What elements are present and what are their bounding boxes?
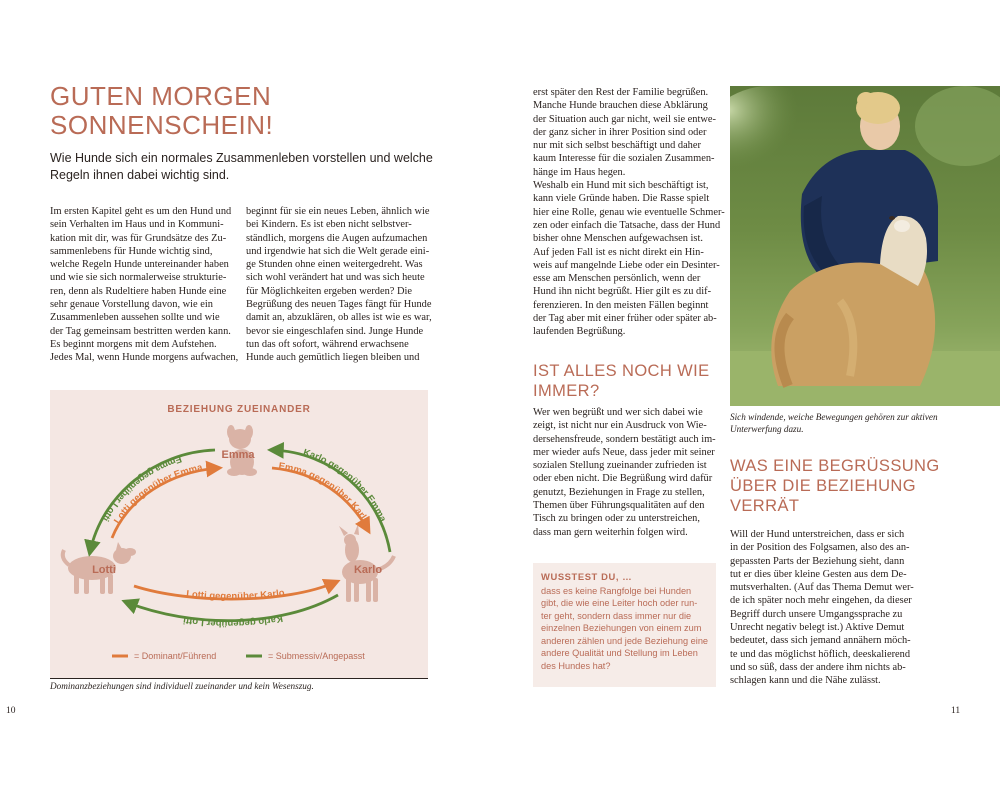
diagram-caption: Dominanzbeziehungen sind individuell zueinander und kein Wesenszug. xyxy=(50,681,314,691)
text-line: kaum Interesse für die sozialen Zusammen- xyxy=(533,153,715,165)
text-line: sehr genaue Vorstellung davon, wie ein xyxy=(50,299,213,311)
text-line: Unrecht negativ belegt ist.) Aktive Demut xyxy=(730,622,905,634)
text-line: sich wohl verändert hat und was sich heute xyxy=(246,272,425,284)
body-column-2 xyxy=(246,205,431,365)
heading-ist-alles xyxy=(533,361,718,401)
text-line: tun das oft sofort, während erwachsene xyxy=(246,338,409,350)
text-line: mutsverhalten. (Auf das Thema Demut wer- xyxy=(730,582,914,594)
heading-line: IMMER? xyxy=(533,382,600,400)
body-column-3 xyxy=(533,86,725,339)
info-box xyxy=(533,563,716,687)
label-karlo-lotti: Karlo gegenüber Lotti xyxy=(182,612,284,629)
text-line: erst später den Rest der Familie begrüßen. xyxy=(533,87,709,98)
diagram-title: BEZIEHUNG ZUEINANDER xyxy=(167,404,311,415)
page-number-left: 10 xyxy=(6,706,16,716)
text-line: Tisch zu bringen oder zu unterstreichen, xyxy=(533,513,700,525)
info-box-title: WUSSTEST DU, … xyxy=(541,571,633,582)
text-line: sein Verhalten im Haus und in Kommuni- xyxy=(50,219,224,231)
text-line: ge Stunden ohne einen weitergedreht. Was xyxy=(246,259,423,271)
text-line: beginnt für sie ein neues Leben, ähnlich wie xyxy=(246,206,430,217)
text-line: Begrüßung des neuen Tages fängt für Hunde xyxy=(246,299,432,311)
text-line: bevor sie eingeschlafen sind. Junge Hunde xyxy=(246,325,424,337)
chapter-title-line: GUTEN MORGEN xyxy=(50,81,272,111)
text-line: dass man gern weiterhin folgen wird. xyxy=(533,526,688,538)
text-line: sammenlebens für Hunde wichtig sind, xyxy=(50,245,213,257)
caption-rule xyxy=(50,678,428,679)
info-box-line: ter geht, sondern dass immer nur die xyxy=(541,611,692,621)
dog-emma-label: Emma xyxy=(221,449,255,461)
diagram-svg xyxy=(50,390,428,678)
body-column-4 xyxy=(730,528,930,688)
text-line: ständlich, morgens die Augen aufzumachen xyxy=(246,232,428,244)
body-column-1 xyxy=(50,205,239,365)
text-line: hier eine Rolle, genau wie eventuelle Schmer- xyxy=(533,206,725,218)
relationship-diagram xyxy=(50,390,428,678)
subtitle-line: Regeln ihnen dabei wichtig sind. xyxy=(50,168,230,182)
info-box-line: dass es keine Rangfolge bei Hunden xyxy=(541,586,692,596)
photo-caption-line: Unterwerfung dazu. xyxy=(730,424,804,434)
text-line: damit an, abzuklären, ob alles ist wie es war, xyxy=(246,312,432,324)
text-line: bisher ohne Menschen aufgewachsen ist. xyxy=(533,233,703,245)
text-line: sozialen Stellung zueinander zufrieden ist xyxy=(533,460,707,472)
subtitle-line: Wie Hunde sich ein normales Zusammenleben vorstellen und welche xyxy=(50,151,433,165)
label-karlo-emma: Karlo gegenüber Emma xyxy=(301,447,389,524)
heading-begruessung xyxy=(730,456,950,516)
text-line: Zusammenleben aussehen sollte und wie xyxy=(50,312,220,324)
label-lotti-karlo: Lotti gegenüber Karlo xyxy=(185,587,286,603)
dog-karlo-label: Karlo xyxy=(353,564,383,576)
info-box-line: gibt, die wie eine Leiter hoch oder run- xyxy=(541,598,698,608)
heading-line: IST ALLES NOCH WIE xyxy=(533,362,710,380)
text-line: Begriff durch unsere Umgangssprache zu xyxy=(730,608,903,620)
text-line: kation mit dir, was für Grundsätze des Zu- xyxy=(50,232,227,244)
text-line: Weshalb ein Hund mit sich beschäftigt ist, xyxy=(533,180,709,192)
label-lotti-emma: Lotti gegenüber Emma xyxy=(111,462,204,526)
info-box-line: anderen zählen und jede Beziehung eine xyxy=(541,636,709,646)
text-line: bei Kindern. Es ist eben nicht selbstver- xyxy=(246,219,412,231)
text-line: in der Position des Folgsamen, also des an- xyxy=(730,542,910,554)
text-line: oder eben nicht. Die Begrüßung wird dafür xyxy=(533,473,713,485)
text-line: zeigt, ist nicht nur ein Ausdruck von Wie- xyxy=(533,420,707,432)
text-line: hänge im Haus hegen. xyxy=(533,166,626,178)
legend-submissive-label: = Submessiv/Angepasst xyxy=(268,651,365,661)
text-line: Auf jeden Fall ist es nicht direkt ein Hin- xyxy=(533,246,704,258)
text-line: gepassten Parts der Beziehung sieht, dann xyxy=(730,555,905,567)
text-line: Es beginnt morgens mit dem Aufstehen. xyxy=(50,338,217,350)
text-line: Will der Hund unterstreichen, dass er sich xyxy=(730,529,905,540)
info-box-line: einzelnen Beziehungen von einem zum xyxy=(541,623,702,633)
text-line: der ganz sicher in ihrer Position sind oder xyxy=(533,126,707,138)
text-line: Manche Hunde brauchen diese Abklärung xyxy=(533,100,708,112)
legend-dominant-label: = Dominant/Führend xyxy=(134,651,217,661)
text-line: Im ersten Kapitel geht es um den Hund und xyxy=(50,206,232,217)
page-number-right: 11 xyxy=(951,706,961,716)
text-line: genutzt, Beziehungen in Frage zu stellen, xyxy=(533,486,705,498)
chapter-title-line: SONNENSCHEIN! xyxy=(50,110,274,140)
text-line: dersehensfreude, sondern bestätigt auch im- xyxy=(533,433,716,445)
text-line: bedeutet, dass sich jemand annähern möch- xyxy=(730,635,911,647)
body-column-3b xyxy=(533,406,718,539)
text-line: zen oder einfach die Tatsache, dass der Hund xyxy=(533,219,721,231)
text-line: Jedes Mal, wenn Hunde morgens aufwachen, xyxy=(50,352,239,364)
text-line: esse am Menschen persönlich, wenn der xyxy=(533,273,701,285)
text-line: und irgendwie hat sich die Welt gerade eini- xyxy=(246,245,430,257)
text-line: für Möglichkeiten ergeben werden? Die xyxy=(246,285,412,297)
text-line: Hunde auch gemütlich liegen bleiben und xyxy=(246,352,420,364)
text-line: schlagen kann und die Nähe zulässt. xyxy=(730,675,881,687)
text-line: Themen über Führungsqualitäten auf den xyxy=(533,500,705,512)
heading-line: VERRÄT xyxy=(730,497,800,515)
text-line: und wie sie sich normalerweise strukturie- xyxy=(50,272,227,284)
text-line: tut er dies über kleine Gesten aus dem De- xyxy=(730,568,907,580)
text-line: welche Regeln Hunde untereinander haben xyxy=(50,259,229,271)
label-emma-karlo: Emma gegenüber Karlo xyxy=(277,460,372,527)
text-line: ren, denn als Rudeltiere haben Hunde eine xyxy=(50,285,227,297)
text-line: nur mit sich selbst beschäftigt und daher xyxy=(533,140,701,152)
text-line: und so süß, dass der andere ihm nichts ab- xyxy=(730,661,906,673)
text-line: mer wieder aufs Neue, dass jeder mit seiner xyxy=(533,446,715,458)
label-emma-lotti: Emma gegenüber Lotti xyxy=(99,452,183,524)
text-line: de ich später noch mehr eingehen, da dieser xyxy=(730,595,912,607)
text-line: ferenzieren. In den meisten Fällen beginnt xyxy=(533,299,709,311)
text-line: der Situation auch gar nicht, weil sie entwe- xyxy=(533,113,716,125)
info-box-line: andere Qualität und Stellung im Leben xyxy=(541,648,698,658)
photo-caption-line: Sich windende, weiche Bewegungen gehören zur aktiven xyxy=(730,412,938,422)
info-box-line: des Hundes hat? xyxy=(541,661,611,671)
text-line: kann viele Gründe haben. Die Rasse spielt xyxy=(533,193,710,205)
text-line: der Tag aber mit einer früher oder später ab- xyxy=(533,313,717,325)
dog-lotti-label: Lotti xyxy=(92,564,116,576)
photo-caption xyxy=(730,411,938,435)
chapter-subtitle xyxy=(50,150,433,184)
text-line: weis auf mangelnde Liebe oder ein Desinter- xyxy=(533,259,720,271)
heading-line: WAS EINE BEGRÜSSUNG xyxy=(730,457,940,475)
text-line: laufenden Begrüßung. xyxy=(533,326,626,338)
text-line: der Tag gemeinsam bestritten werden kann. xyxy=(50,325,231,337)
text-line: Wer wen begrüßt und wer sich dabei wie xyxy=(533,407,703,418)
photo-woman-with-dog xyxy=(730,86,1000,406)
chapter-title xyxy=(50,82,490,140)
text-line: Hund ihn nicht begrüßt. Hier gilt es zu dif- xyxy=(533,286,712,298)
heading-line: ÜBER DIE BEZIEHUNG xyxy=(730,477,916,495)
text-line: te und das möglichst höflich, deeskalierend xyxy=(730,648,911,660)
